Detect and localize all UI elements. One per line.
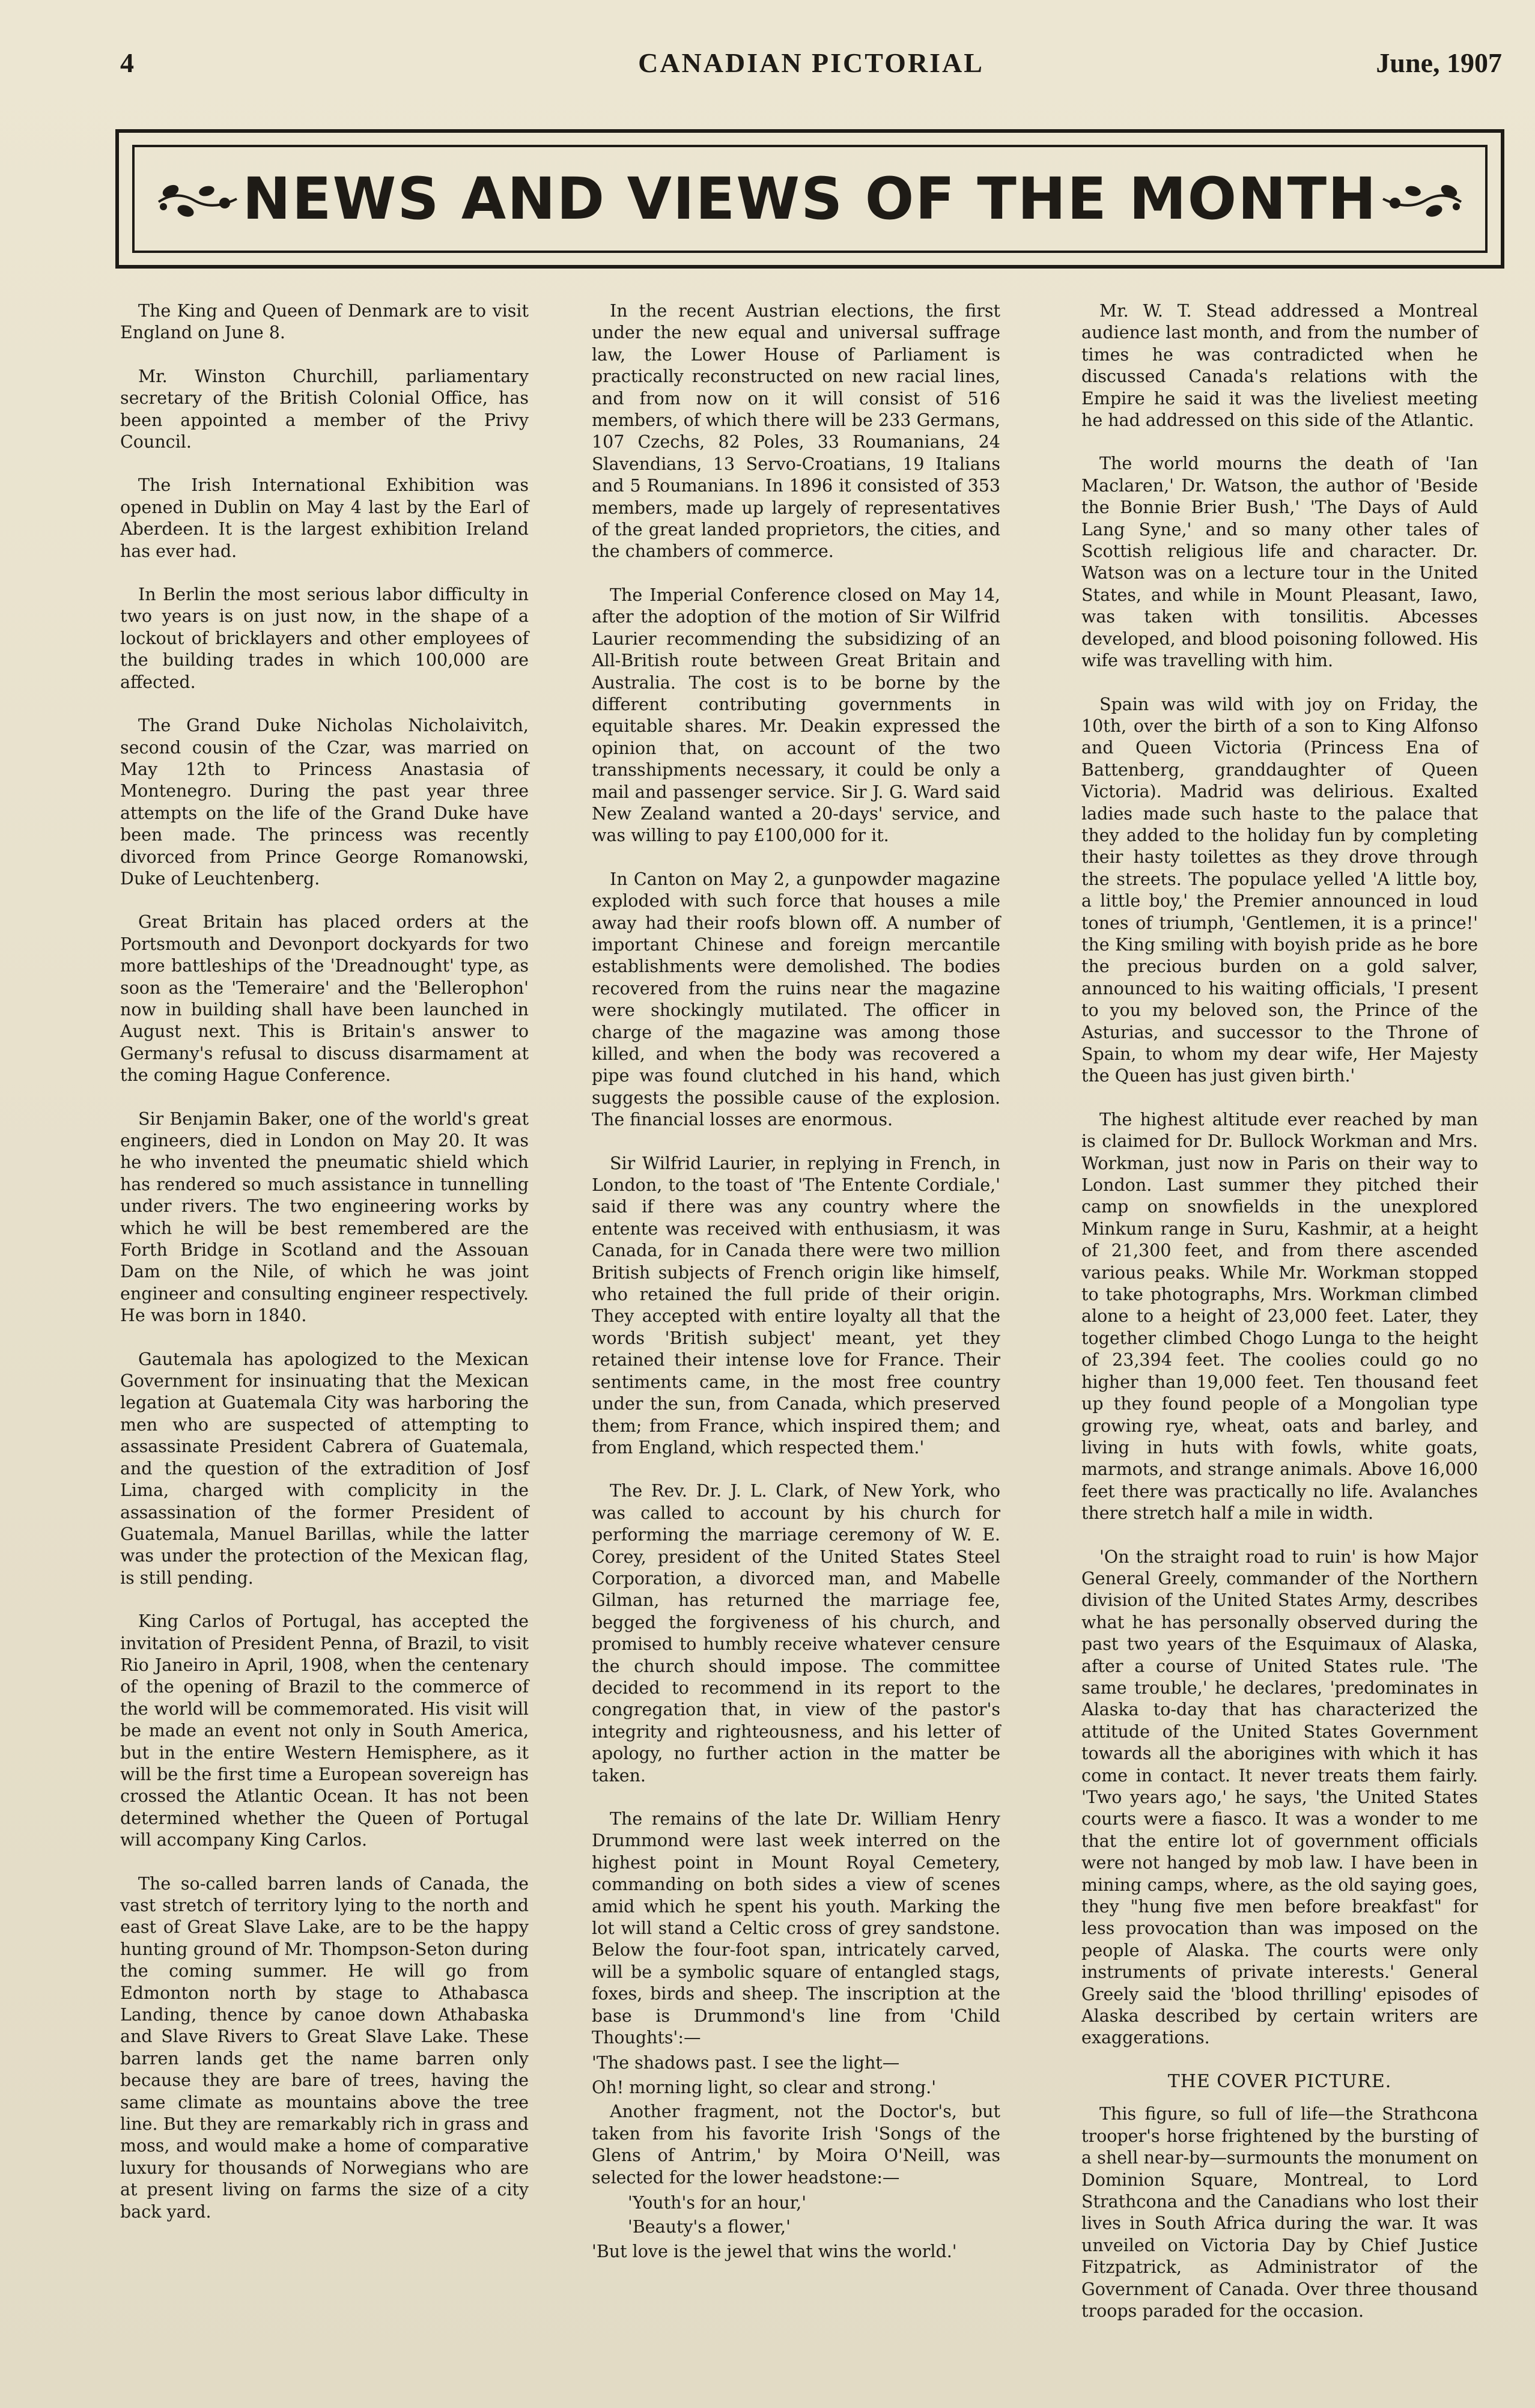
news-item: The Grand Duke Nicholas Nicholaivitch, second cousin of the Czar, was married on May 12th to Princess Anastasia of Montenegro. During the past year three attempts on the life of the Grand Duke have been made. The princess was recently divorced from Prince George Romanowski, Duke of Leuchtenberg.	[120, 716, 529, 889]
news-item: King Carlos of Portugal, has accepted the invitation of President Penna, of Brazil, to visit Rio Janeiro in April, 1908, when the centenary of the opening of Brazil to the commerce of the world will be commemorated. His visit will be made an event not only in South America, but in the entire Western Hemisphere, as it will be the first time a European sovereign has crossed the Atlantic Ocean. It has not been determined whether the Queen of Portugal will accompany King Carlos.	[120, 1611, 529, 1850]
page-header	[120, 42, 1502, 84]
news-item: The so-called barren lands of Canada, the vast stretch of territory lying to the north and east of Great Slave Lake, are to be the happy hunting ground of Mr. Thompson-Seton during the coming summer. He will go from Edmonton north by stage to Athabasca Landing, thence by canoe down Athabaska and Slave Rivers to Great Slave Lake. These barren lands get the name barren only because they are bare of trees, having the same climate as mountains above the tree line. But they are remarkably rich in grass and moss, and would make a home of comparative luxury for thousands of Norwegians who are at present living on farms the size of a city back yard.	[120, 1873, 529, 2222]
cover-picture-heading: THE COVER PICTURE.	[1167, 2070, 1392, 2092]
news-item: The world mourns the death of 'Ian Maclaren,' Dr. Watson, the author of 'Beside the Bonnie Brier Bush,' 'The Days of Auld Lang Syne,' and so many other tales of Scottish religious life and character. Dr. Watson was on a lecture tour in the United States, and while in Mount Pleasant, Iawo, was taken with tonsilitis. Abcesses developed, and blood poisoning followed. His wife was travelling with him.	[1081, 454, 1478, 671]
poem-line: 'But love is the jewel that wins the world.'	[592, 2241, 957, 2261]
news-item: Sir Benjamin Baker, one of the world's great engineers, died in London on May 20. It was he who invented the pneumatic shield which has rendered so much assistance in tunnelling under rivers. The two engineering works by which he will be best remembered are the Forth Bridge in Scotland and the Assouan Dam on the Nile, of which he was joint engineer and consulting engineer respectively. He was born in 1840.	[120, 1108, 529, 1326]
news-item: The remains of the late Dr. William Henry Drummond were last week interred on the highest point in Mount Royal Cemetery, commanding on both sides a view of scenes amid which he spent his youth. Marking the lot will stand a Celtic cross of grey sandstone. Below the four-foot span, intricately carved, will be a symbolic square of entangled stags, foxes, birds and sheep. The inscription at the base is Drummond's line from 'Child Thoughts':—	[592, 1809, 1000, 2048]
news-item: The King and Queen of Denmark are to visit England on June 8.	[120, 301, 529, 343]
column-2	[592, 300, 1000, 2265]
news-item: Sir Wilfrid Laurier, in replying in French, in London, to the toast of 'The Entente Cordiale,' said if there was any country where the entente was received with enthusiasm, it was Canada, for in Canada there were two million British subjects of French origin like himself, who retained the full pride of their origin. They accepted with entire loyalty all that the words 'British subject' meant, yet they retained their intense love for France. Their sentiments came, in the most free country under the sun, from Canada, which preserved them; from France, which inspired them; and from England, which respected them.'	[592, 1153, 1000, 1458]
news-item: The Irish International Exhibition was opened in Dublin on May 4 last by the Earl of Aberdeen. It is the largest exhibition Ireland has ever had.	[120, 475, 529, 561]
news-item: Spain was wild with joy on Friday, the 10th, over the birth of a son to King Alfonso and Queen Victoria (Princess Ena of Battenberg, granddaughter of Queen Victoria). Madrid was delirious. Exalted ladies made such haste to the palace that they added to the holiday fun by completing their hasty toilettes as they drove through the streets. The populace yelled 'A little boy, a little boy,' the Premier announced in loud tones of triumph, 'Gentlemen, it is a prince!' the King smiling with boyish pride as he bore the precious burden on a gold salver, announced to his waiting officials, 'I present to you my beloved son, the Prince of the Asturias, and successor to the Throne of Spain, to whom my dear wife, Her Majesty the Queen has just given birth.'	[1081, 694, 1478, 1086]
page-number: 4	[120, 47, 134, 78]
poem-line: 'Beauty's a flower,'	[628, 2217, 791, 2237]
news-item: In Berlin the most serious labor difficulty in two years is on just now, in the shape of a lockout of bricklayers and other employees of the building trades in which 100,000 are affected.	[120, 585, 529, 692]
news-item: The Rev. Dr. J. L. Clark, of New York, who was called to account by his church for performing the marriage ceremony of W. E. Corey, president of the United States Steel Corporation, a divorced man, and Mabelle Gilman, has returned the marriage fee, begged the forgiveness of his church, and promised to humbly receive whatever censure the church should impose. The committee decided to recommend in its report to the congregation that, in view of the pastor's integrity and righteousness, and his letter of apology, no further action in the matter be taken.	[592, 1481, 1000, 1786]
news-item: The Imperial Conference closed on May 14, after the adoption of the motion of Sir Wilfrid Laurier recommending the subsidizing of an All-British route between Great Britain and Australia. The cost is to be borne by the different contributing governments in equitable shares. Mr. Deakin expressed the opinion that, on account of the two transshipments necessary, it could be only a mail and passenger service. Sir J. G. Ward said New Zealand wanted a 20-days' service, and was willing to pay £100,000 for it.	[592, 585, 1000, 846]
column-1	[120, 300, 529, 2245]
news-item: 'On the straight road to ruin' is how Major General Greely, commander of the Northern division of the United States Army, describes what he has personally observed during the past two years of the Esquimaux of Alaska, after a course of United States rule. 'The same trouble,' he declares, 'predominates in Alaska to-day that has characterized the attitude of the United States Government towards all the aborigines with which it has come in contact. It never treats them fairly. 'Two years ago,' he says, 'the United States courts were a fiasco. It was a wonder to me that the entire lot of government officials were not hanged by mob law. I have been in mining camps, where, as the old saying goes, they "hung five men before breakfast" for less provocation than was imposed on the people of Alaska. The courts were only instruments of private interests.' General Greely said the 'blood thrilling' episodes of Alaska described by certain writers are exaggerations.	[1081, 1546, 1478, 2048]
column-3	[1081, 300, 1478, 2344]
news-item: Mr. Winston Churchill, parliamentary secretary of the British Colonial Office, has been appointed a member of the Privy Council.	[120, 366, 529, 452]
poem-line: 'Youth's for an hour,'	[628, 2192, 807, 2213]
news-item: In the recent Austrian elections, the first under the new equal and universal suffrage law, the Lower House of Parliament is practically reconstructed on new racial lines, and from now on it will consist of 516 members, of which there will be 233 Germans, 107 Czechs, 82 Poles, 33 Roumanians, 24 Slavendians, 13 Servo-Croatians, 19 Italians and 5 Roumanians. In 1896 it consisted of 353 members, made up largely of representatives of the great landed proprietors, the cities, and the chambers of commerce.	[592, 301, 1000, 562]
news-item: Another fragment, not the Doctor's, but taken from his favorite Irish 'Songs of the Glens of Antrim,' by Moira O'Neill, was selected for the lower headstone:—	[592, 2102, 1000, 2188]
leaf-ornament-icon	[153, 178, 243, 220]
news-item: In Canton on May 2, a gunpowder magazine exploded with such force that houses a mile away had their roofs blown off. A number of important Chinese and foreign mercantile establishments were demolished. The bodies recovered from the ruins near the magazine were shockingly mutilated. The officer in charge of the magazine was among those killed, and when the body was recovered a pipe was found clutched in his hand, which suggests the possible cause of the explosion. The financial losses are enormous.	[592, 869, 1000, 1130]
news-item: Mr. W. T. Stead addressed a Montreal audience last month, and from the number of times he was contradicted when he discussed Canada's relations with the Empire he said it was the liveliest meeting he had addressed on this side of the Atlantic.	[1081, 301, 1478, 431]
section-title: NEWS AND VIEWS OF THE MONTH	[242, 165, 1378, 233]
news-item: The highest altitude ever reached by man is claimed for Dr. Bullock Workman and Mrs. Workman, just now in Paris on their way to London. Last summer they pitched their camp on snowfields in the unexplored Minkum range in Suru, Kashmir, at a height of 21,300 feet, and from there ascended various peaks. While Mr. Workman stopped to take photographs, Mrs. Workman climbed alone to a height of 23,000 feet. Later, they together climbed Chogo Lunga to the height of 23,394 feet. The coolies could go no higher than 19,000 feet. Ten thousand feet up they found people of a Mongolian type growing rye, wheat, oats and barley, and living in huts with fowls, white goats, marmots, and strange animals. Above 16,000 feet there was practically no life. Avalanches there stretch half a mile in width.	[1081, 1109, 1478, 1524]
poem-line: 'The shadows past. I see the light—	[592, 2053, 900, 2073]
leaf-ornament-icon	[1377, 178, 1467, 220]
issue-date: June, 1907	[1376, 47, 1502, 78]
poem-line: Oh! morning light, so clear and strong.'	[592, 2077, 937, 2097]
news-item: Gautemala has apologized to the Mexican Government for insinuating that the Mexican legation at Guatemala City was harboring the men who are suspected of attempting to assassinate President Cabrera of Guatemala, and the question of the extradition of Josf Lima, charged with complicity in the assassination of the former President of Guatemala, Manuel Barillas, while the latter was under the protection of the Mexican flag, is still pending.	[120, 1349, 529, 1588]
news-item: Great Britain has placed orders at the Portsmouth and Devonport dockyards for two more battleships of the 'Dreadnought' type, as soon as the 'Temeraire' and the 'Bellerophon' now in building shall have been launched in August next. This is Britain's answer to Germany's refusal to discuss disarmament at the coming Hague Conference.	[120, 912, 529, 1086]
section-banner	[115, 129, 1504, 269]
cover-picture-text: This figure, so full of life—the Strathcona trooper's horse frightened by the bursting of a shell near-by—surmounts the monument on Dominion Square, Montreal, to Lord Strathcona and the Canadians who lost their lives in South Africa during the war. It was unveiled on Victoria Day by Chief Justice Fitzpatrick, as Administrator of the Government of Canada. Over three thousand troops paraded for the occasion.	[1081, 2104, 1478, 2321]
publication-title: CANADIAN PICTORIAL	[638, 47, 984, 78]
section-banner-inner	[132, 145, 1488, 253]
